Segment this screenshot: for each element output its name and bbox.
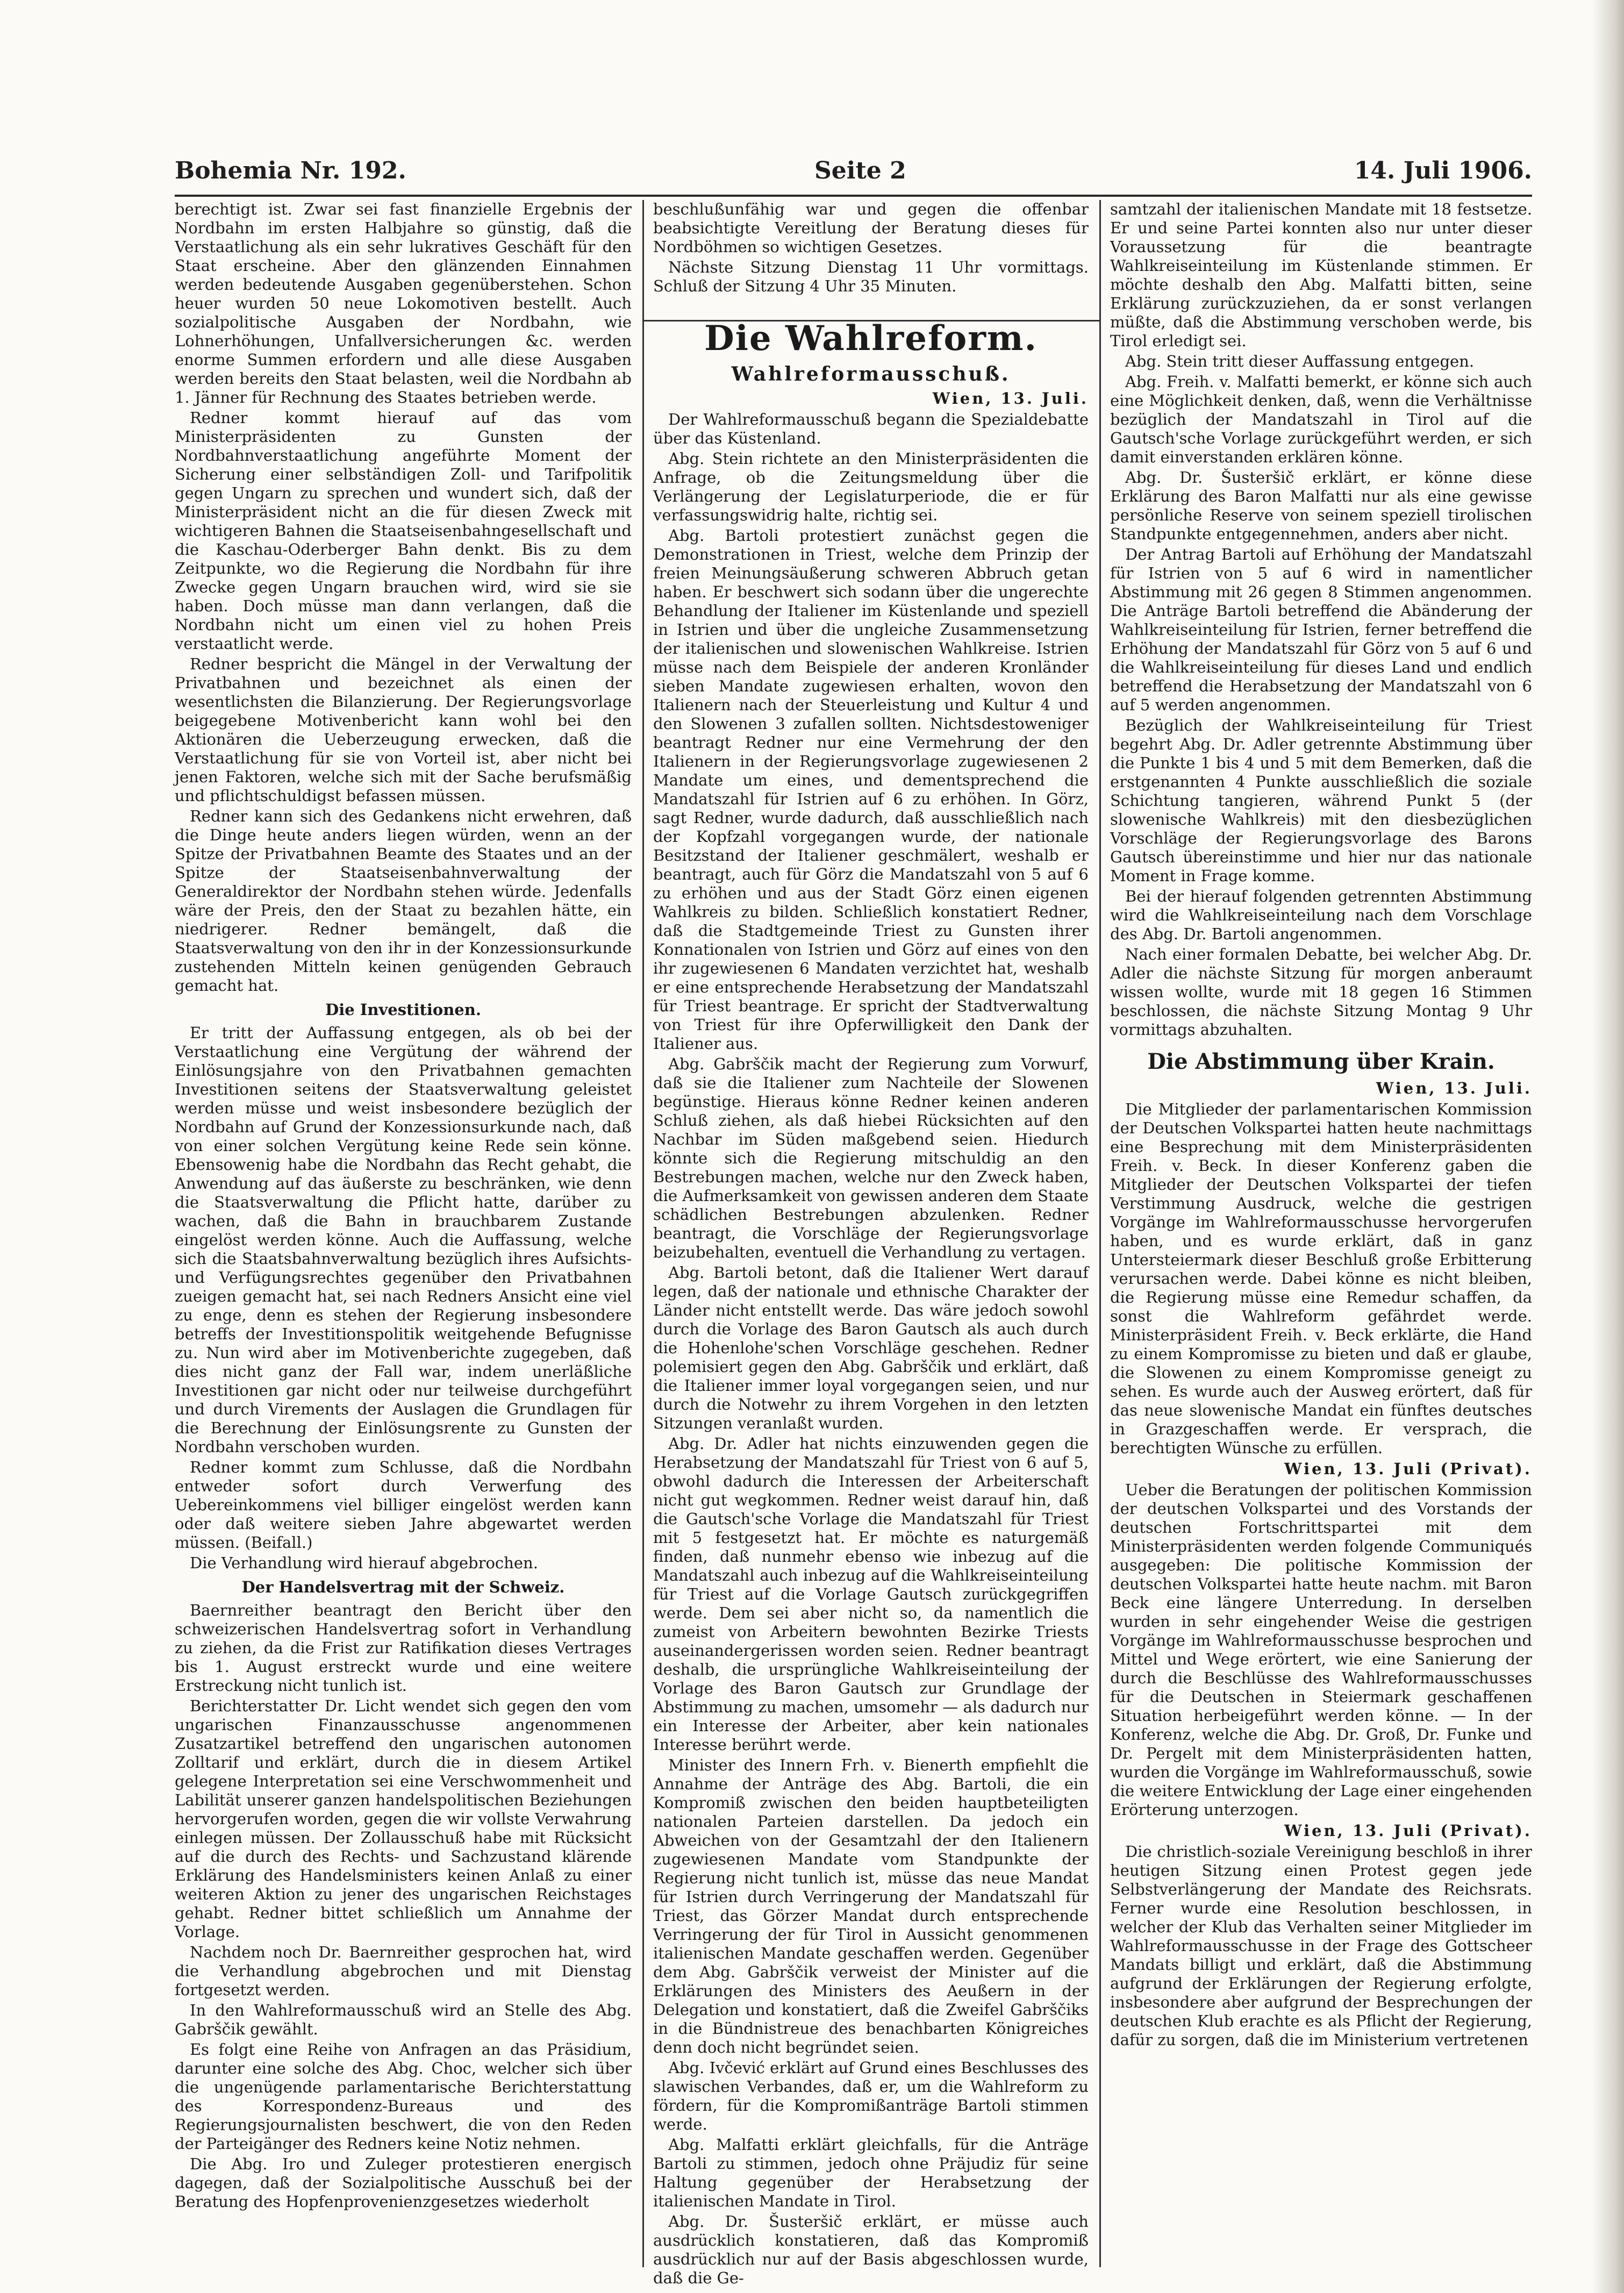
- column-divider-2: [1099, 200, 1101, 2267]
- column-1: [175, 200, 632, 2267]
- article-title-wahlreform: Die Wahlreform.: [704, 318, 1038, 359]
- paragraph: Abg. Stein richtete an den Ministerpräsidenten die Anfrage, ob die Zeitungsmeldung über die Verlängerung der Legislaturperiode, die er für verfassungswidrig halte, richtig sei.: [653, 449, 1089, 524]
- page-header: [175, 157, 1532, 189]
- paragraph: Minister des Innern Frh. v. Bienerth empfiehlt die Annahme der Anträge des Abg. Bartoli, die ein Kompromiß zwischen den beiden hauptbeteiligten nationalen Parteien darstellen. Da jedoch ein Abweichen von der Gesamtzahl der den Italienern zugewiesenen Mandate vom Standpunkte der Regierung nicht tunlich ist, müsse das neue Mandat für Istrien durch Verringerung der Mandatszahl für Triest, das Görzer Mandat durch entsprechende Verringerung der für Tirol in Aussicht genommenen italienischen Mandate geschaffen werden. Gegenüber dem Abg. Gabrščik verweist der Minister auf die Erklärungen des Ministers des Aeußern in der Delegation und konstatiert, daß die Zweifel Gabrščiks in die Bündnistreue des benachbarten Königreiches denn doch nicht begründet seien.: [653, 1756, 1089, 2056]
- dateline: Wien, 13. Juli.: [932, 389, 1089, 408]
- paragraph: berechtigt ist. Zwar sei fast finanzielle Ergebnis der Nordbahn im ersten Halbjahre so günstig, daß die Verstaatlichung als ein sehr lukratives Geschäft für den Staat erscheine. Aber den glänzenden Einnahmen werden bedeutende Ausgaben gegenüberstehen. Schon heuer wurden 50 neue Lokomotiven bestellt. Auch sozialpolitische Ausgaben der Nordbahn, wie Lohnerhöhungen, Unfallversicherungen &c. werden enorme Summen erfordern und alle diese Ausgaben werden bereits den Staat belasten, weil die Nordbahn ab 1. Jänner für Rechnung des Staates betrieben werde.: [175, 200, 632, 406]
- paragraph: Berichterstatter Dr. Licht wendet sich gegen den vom ungarischen Finanzausschusse angenommenen Zusatzartikel betreffend den ungarischen autonomen Zolltarif und erklärt, durch die in diesem Artikel gelegene Interpretation sei eine Verschwommenheit und Labilität unserer ganzen handelspolitischen Beziehungen hervorgerufen worden, gegen die wir vollste Verwahrung einlegen müssen. Der Zollausschuß habe mit Rücksicht auf die durch des Rechts- und Sachzustand klärende Erklärung des Handelsministers keinen Anlaß zu einer weiteren Aktion zu jener des ungarischen Reichstages gehabt. Redner bittet schließlich um Annahme der Vorlage.: [175, 1697, 632, 1941]
- paragraph: Die christlich-soziale Vereinigung beschloß in ihrer heutigen Sitzung einen Protest gegen jede Selbstverlängerung der Mandate des Reichsrats. Ferner wurde eine Resolution beschlossen, in welcher der Klub das Verhalten seiner Mitglieder im Wahlreformausschusse in der Frage des Gottscheer Mandats billigt und erklärt, daß die Abstimmung aufgrund der Erklärungen der Regierung erfolgte, insbesondere aber aufgrund der Besprechungen der deutschen Klub erachte es als Pflicht der Regierung, dafür zu sorgen, daß die im Ministerium vertretenen: [1110, 1842, 1532, 2049]
- scan-edge-shadow: [1592, 0, 1624, 2293]
- paragraph: Abg. Gabrščik macht der Regierung zum Vorwurf, daß sie die Italiener zum Nachteile der Slowenen begünstige. Hieraus könne Redner keinen anderen Schluß ziehen, als daß hiebei Rücksichten auf den Nachbar im Süden maßgebend seien. Hiedurch könnte sich die Regierung mitschuldig an den Bestrebungen machen, welche nur den Zweck haben, die Aufmerksamkeit von gewissen anderen dem Staate schädlichen Bestrebungen abzulenken. Redner beantragt, die Vorschläge der Regierungsvorlage beizubehalten, eventuell die Verhandlung zu vertagen.: [653, 1055, 1089, 1261]
- paragraph: Die Verhandlung wird hierauf abgebrochen.: [190, 1554, 538, 1572]
- paragraph: Redner kommt hierauf auf das vom Ministerpräsidenten zu Gunsten der Nordbahnverstaatlichung angeführte Moment der Sicherung einer selbständigen Zoll- und Tarifpolitik gegen Ungarn zu sprechen und wundert sich, daß der Ministerpräsident nicht an die für diesen Zweck mit wichtigeren Bahnen die Staatseisenbahngesellschaft und die Kaschau-Oderberger Bahn denkt. Bis zu dem Zeitpunkte, wo die Regierung die Nordbahn für ihre Zwecke gegen Ungarn brauchen wird, wird sie sie haben. Doch müsse man dann verlangen, daß die Nordbahn nicht um einen viel zu hohen Preis verstaatlicht werde.: [175, 409, 632, 653]
- column-2: [653, 200, 1089, 2287]
- paragraph: Abg. Freih. v. Malfatti bemerkt, er könne sich auch eine Möglichkeit denken, daß, wenn die Verhältnisse bezüglich der Mandatszahl in Tirol auf die Gautsch'sche Vorlage zurückgeführt werden, er sich damit einverstanden erklären könne.: [1110, 373, 1532, 466]
- article-subtitle: Wahlreformausschuß.: [731, 363, 1011, 385]
- paragraph: Bei der hierauf folgenden getrennten Abstimmung wird die Wahlkreiseinteilung nach dem Vorschlage des Abg. Dr. Bartoli angenommen.: [1110, 887, 1532, 943]
- paragraph: Abg. Stein tritt dieser Auffassung entgegen.: [1125, 352, 1475, 370]
- paragraph: Redner kann sich des Gedankens nicht erwehren, daß die Dinge heute anders liegen würden, wenn an der Spitze der Privatbahnen Beamte des Staates und an der Spitze der Staatseisenbahnverwaltung der Generaldirektor der Nordbahn stehen würde. Jedenfalls wäre der Preis, den der Staat zu bezahlen hätte, ein niedrigerer. Redner bemängelt, daß die Staatsverwaltung von den ihr in der Konzessionsurkunde zustehenden Mitteln keinen genügenden Gebrauch gemacht hat.: [175, 807, 632, 995]
- paragraph: Abg. Dr. Adler hat nichts einzuwenden gegen die Herabsetzung der Mandatszahl für Triest von 6 auf 5, obwohl dadurch die Interessen der Arbeiterschaft nicht gut wegkommen. Redner weist darauf hin, daß die Gautsch'sche Vorlage die Mandatszahl für Triest mit 5 festgesetzt hat. Er möchte es naturgemäß finden, daß nunmehr ebenso wie inbezug auf die Mandatszahl auch inbezug auf die Wahlkreiseinteilung für Triest auf die Vorlage Gautsch zurückgegriffen werde. Dem sei aber nicht so, da namentlich die zumeist von Arbeitern bewohnten Bezirke Triests auseinandergerissen worden seien. Redner beantragt deshalb, die ursprüngliche Wahlkreiseinteilung der Vorlage des Baron Gautsch zur Grundlage der Abstimmung zu machen, umsomehr — als dadurch nur ein Interesse der Arbeiter, aber kein nationales Interesse berührt werde.: [653, 1434, 1089, 1754]
- dateline: Wien, 13. Juli.: [1376, 1079, 1532, 1097]
- paragraph: Es folgt eine Reihe von Anfragen an das Präsidium, darunter eine solche des Abg. Choc, welcher sich über die ungenügende parlamentarische Berichterstattung des Korrespondenz-Bureaus und des Regierungsjournalisten beschwert, die von den Reden der Parteigänger des Redners keine Notiz nehmen.: [175, 2040, 632, 2153]
- article-title-krain: Die Abstimmung über Krain.: [1147, 1049, 1495, 1074]
- paragraph: Die Abg. Iro und Zuleger protestieren energisch dagegen, daß der Sozialpolitische Ausschuß bei der Beratung des Hopfenprovenienzgesetzes wiederholt: [175, 2155, 632, 2211]
- paragraph: Er tritt der Auffassung entgegen, als ob bei der Verstaatlichung eine Vergütung der während der Einlösungsjahre von den Privatbahnen gemachten Investitionen seitens der Staatsverwaltung geleistet werden müsse und weist insbesondere bezüglich der Nordbahn auf Grund der Konzessionsurkunde nach, daß von einer solchen Vergütung keine Rede sein könne. Ebensowenig habe die Nordbahn das Recht gehabt, die Anwendung auf das äußerste zu beschränken, wie denn die Staatsverwaltung die Pflicht hatte, darüber zu wachen, daß die Bahn in brauchbarem Zustande eingelöst werden könne. Auch die Auffassung, welche sich die Staatsbahnverwaltung bezüglich ihres Aufsichts- und Verfügungsrechtes gegenüber den Privatbahnen zueigen gemacht hat, sei nach Redners Ansicht eine viel zu enge, denn es stehen der Regierung insbesondere betreffs der Investitionspolitik weitgehende Befugnisse zu. Nun wird aber im Motivenberichte zugegeben, daß dies nicht ganz der Fall war, indem unerläßliche Investitionen gar nicht oder nur teilweise durchgeführt und durch Virements der Auslagen die Grundlagen für die Berechnung der Einlösungsrente zu Gunsten der Nordbahn verschoben wurden.: [175, 1024, 632, 1456]
- paragraph: Nach einer formalen Debatte, bei welcher Abg. Dr. Adler die nächste Sitzung für morgen anberaumt wissen wollte, wurde mit 18 gegen 16 Stimmen beschlossen, die nächste Sitzung Montag 9 Uhr vormittags abzuhalten.: [1110, 945, 1532, 1039]
- dateline: Wien, 13. Juli (Privat).: [1284, 1460, 1532, 1478]
- page-number: Seite 2: [814, 157, 906, 184]
- paragraph: Der Antrag Bartoli auf Erhöhung der Mandatszahl für Istrien von 5 auf 6 wird in namentlicher Abstimmung mit 26 gegen 8 Stimmen angenommen. Die Anträge Bartoli betreffend die Abänderung der Wahlkreiseinteilung für Istrien, ferner betreffend die Erhöhung der Mandatszahl für Görz von 5 auf 6 und die Wahlkreiseinteilung für dieses Land und endlich betreffend die Herabsetzung der Mandatszahl von 6 auf 5 werden angenommen.: [1110, 545, 1532, 714]
- paragraph: In den Wahlreformausschuß wird an Stelle des Abg. Gabrščik gewählt.: [175, 2001, 632, 2038]
- paragraph: Redner bespricht die Mängel in der Verwaltung der Privatbahnen und bezeichnet als einen der wesentlichsten die Bilanzierung. Der Regierungsvorlage beigegebene Motivenbericht kann wohl bei den Aktionären die Ueberzeugung erwecken, daß die Verstaatlichung für sie von Vorteil ist, aber nicht bei jenen Faktoren, welche sich mit der Sache berufsmäßig und pflichtschuldigst befassen müssen.: [175, 655, 632, 805]
- paragraph: Nachdem noch Dr. Baernreither gesprochen hat, wird die Verhandlung abgebrochen und mit Dienstag fortgesetzt werden.: [175, 1943, 632, 1999]
- column-3: [1110, 200, 1532, 2267]
- paragraph: Abg. Malfatti erklärt gleichfalls, für die Anträge Bartoli zu stimmen, jedoch ohne Präjudiz für seine Haltung gegenüber der Herabsetzung der italienischen Mandate in Tirol.: [653, 2135, 1089, 2210]
- paragraph: Abg. Bartoli betont, daß die Italiener Wert darauf legen, daß der nationale und ethnische Charakter der Länder nicht entstellt werde. Das wäre jedoch sowohl durch die Vorlage des Baron Gautsch als auch durch die Hohenlohe'schen Vorschläge geschehen. Redner polemisiert gegen den Abg. Gabrščik und erklärt, daß die Italiener immer loyal vorgegangen seien, und nur durch die Notwehr zu ihrem Vorgehen in den letzten Sitzungen veranlaßt wurden.: [653, 1263, 1089, 1432]
- paragraph: Redner kommt zum Schlusse, daß die Nordbahn entweder sofort durch Verwerfung des Uebereinkommens viel billiger eingelöst werden kann oder daß weitere sieben Jahre abgewartet werden müssen. (Beifall.): [175, 1458, 632, 1552]
- paragraph: Abg. Ivčević erklärt auf Grund eines Beschlusses des slawischen Verbandes, daß er, um die Wahlreform zu fördern, für die Kompromißanträge Bartoli stimmen werde.: [653, 2059, 1089, 2133]
- paragraph: Baernreither beantragt den Bericht über den schweizerischen Handelsvertrag sofort in Verhandlung zu ziehen, da die Frist zur Ratifikation dieses Vertrages bis 1. August erstreckt wurde und eine weitere Erstreckung nicht tunlich ist.: [175, 1601, 632, 1695]
- paragraph: Bezüglich der Wahlkreiseinteilung für Triest begehrt Abg. Dr. Adler getrennte Abstimmung über die Punkte 1 bis 4 und 5 mit dem Bemerken, daß die erstgenannten 4 Punkte ausschließlich die soziale Schichtung tangieren, während Punkt 5 (der slowenische Wahlkreis) mit den diesbezüglichen Vorschläge der Regierungsvorlage des Barons Gautsch übereinstimme und hier nur das nationale Moment in Frage komme.: [1110, 716, 1532, 885]
- paragraph: Nächste Sitzung Dienstag 11 Uhr vormittags. Schluß der Sitzung 4 Uhr 35 Minuten.: [653, 258, 1089, 295]
- dateline: Wien, 13. Juli (Privat).: [1284, 1821, 1532, 1840]
- header-rule: [175, 195, 1532, 197]
- paragraph: Ueber die Beratungen der politischen Kommission der deutschen Volkspartei und des Vorstands der deutschen Fortschrittspartei mit dem Ministerpräsidenten werden folgende Communiqués ausgegeben: Die politische Kommission der deutschen Volkspartei hatte heute nachm. mit Baron Beck eine längere Unterredung. In derselben wurden in sehr eingehender Weise die gestrigen Vorgänge im Wahlreformausschusse besprochen und Mittel und Wege erörtert, wie eine Sanierung der durch die Beschlüsse des Wahlreformausschusses für die Deutschen in Steiermark geschaffenen Situation herbeigeführt werden könne. — In der Konferenz, welche die Abg. Dr. Groß, Dr. Funke und Dr. Pergelt mit dem Ministerpräsidenten hatten, wurden die Vorgänge im Wahlreformausschuß, sowie die weitere Entwicklung der Lage einer eingehenden Erörterung unterzogen.: [1110, 1481, 1532, 1819]
- paragraph: Abg. Bartoli protestiert zunächst gegen die Demonstrationen in Triest, welche dem Prinzip der freien Meinungsäußerung schweren Abbruch getan haben. Er beschwert sich sodann über die ungerechte Behandlung der Italiener im Küstenlande und speziell in Istrien und über die ungleiche Zusammensetzung der italienischen und slowenischen Wahlkreise. Istrien müsse nach dem Beispiele der anderen Kronländer sieben Mandate zugewiesen erhalten, wovon den Italienern nach der Steuerleistung und Kultur 4 und den Slowenen 3 zufallen sollten. Nichtsdestoweniger beantragt Redner nur eine Vermehrung der den Italienern in der Regierungsvorlage zugewiesenen 2 Mandate um eines, und dementsprechend die Mandatszahl für Istrien auf 6 zu erhöhen. In Görz, sagt Redner, wurde dadurch, daß ausschließlich nach der Kopfzahl vorgegangen wurde, der nationale Besitzstand der Italiener geschmälert, weshalb er beantragt, auch für Görz die Mandatszahl von 5 auf 6 zu erhöhen und aus der Stadt Görz einen eigenen Wahlkreis zu bilden. Schließlich konstatiert Redner, daß die Stadtgemeinde Triest zu Gunsten ihrer Konnationalen von Istrien und Görz auf eines von den ihr zugewiesenen 6 Mandaten verzichtet hat, weshalb er eine entsprechende Herabsetzung der Mandatszahl für Triest beantrage. Er spricht der Stadtverwaltung von Triest für ihre Opferwilligkeit den Dank der Italiener aus.: [653, 526, 1089, 1053]
- publication-name: Bohemia Nr. 192.: [175, 157, 406, 184]
- column-divider-1: [642, 200, 644, 2267]
- paragraph: Der Wahlreformausschuß begann die Spezialdebatte über das Küstenland.: [653, 410, 1089, 447]
- paragraph: samtzahl der italienischen Mandate mit 18 festsetze. Er und seine Partei konnten also nur unter dieser Voraussetzung für die beantragte Wahlkreiseinteilung im Küstenlande stimmen. Er möchte deshalb den Abg. Malfatti bitten, seine Erklärung zurückzuziehen, da er sonst verlangen müßte, daß die Abstimmung verschoben werde, bis Tirol erledigt sei.: [1110, 200, 1532, 350]
- issue-date: 14. Juli 1906.: [1354, 157, 1532, 184]
- paragraph: beschlußunfähig war und gegen die offenbar beabsichtigte Vereitlung der Beratung dieses für Nordböhmen so wichtigen Gesetzes.: [653, 200, 1089, 256]
- paragraph: Abg. Dr. Šusteršič erklärt, er müsse auch ausdrücklich konstatieren, daß das Kompromiß ausdrücklich nur auf der Basis abgeschlossen wurde, daß die Ge-: [653, 2212, 1089, 2287]
- section-heading-investitionen: Die Investitionen.: [325, 1001, 481, 1019]
- paragraph: Die Mitglieder der parlamentarischen Kommission der Deutschen Volkspartei hatten heute nachmittags eine Besprechung mit dem Ministerpräsidenten Freih. v. Beck. In dieser Konferenz gaben die Mitglieder der Deutschen Volkspartei der tiefen Verstimmung Ausdruck, welche die gestrigen Vorgänge im Wahlreformausschusse hervorgerufen haben, und es wurde erklärt, daß in ganz Untersteiermark dieser Beschluß große Erbitterung verursachen werde. Dabei könne es nicht bleiben, die Regierung müsse eine Remedur schaffen, da sonst die Wahlreform gefährdet werde. Ministerpräsident Freih. v. Beck erklärte, die Hand zu einem Kompromisse zu bieten und daß er glaube, die Slowenen zu einem Kompromisse geneigt zu sehen. Es wurde auch der Ausweg erörtert, daß für das neue slowenische Mandat ein fünftes deutsches in Grazgeschaffen werde. Er versprach, die berechtigten Wünsche zu erfüllen.: [1110, 1100, 1532, 1457]
- section-heading-handelsvertrag: Der Handelsvertrag mit der Schweiz.: [241, 1578, 565, 1596]
- paragraph: Abg. Dr. Šusteršič erklärt, er könne diese Erklärung des Baron Malfatti nur als eine gewisse persönliche Reserve von seinem speziell tirolischen Standpunkte entgegennehmen, anders aber nicht.: [1110, 468, 1532, 543]
